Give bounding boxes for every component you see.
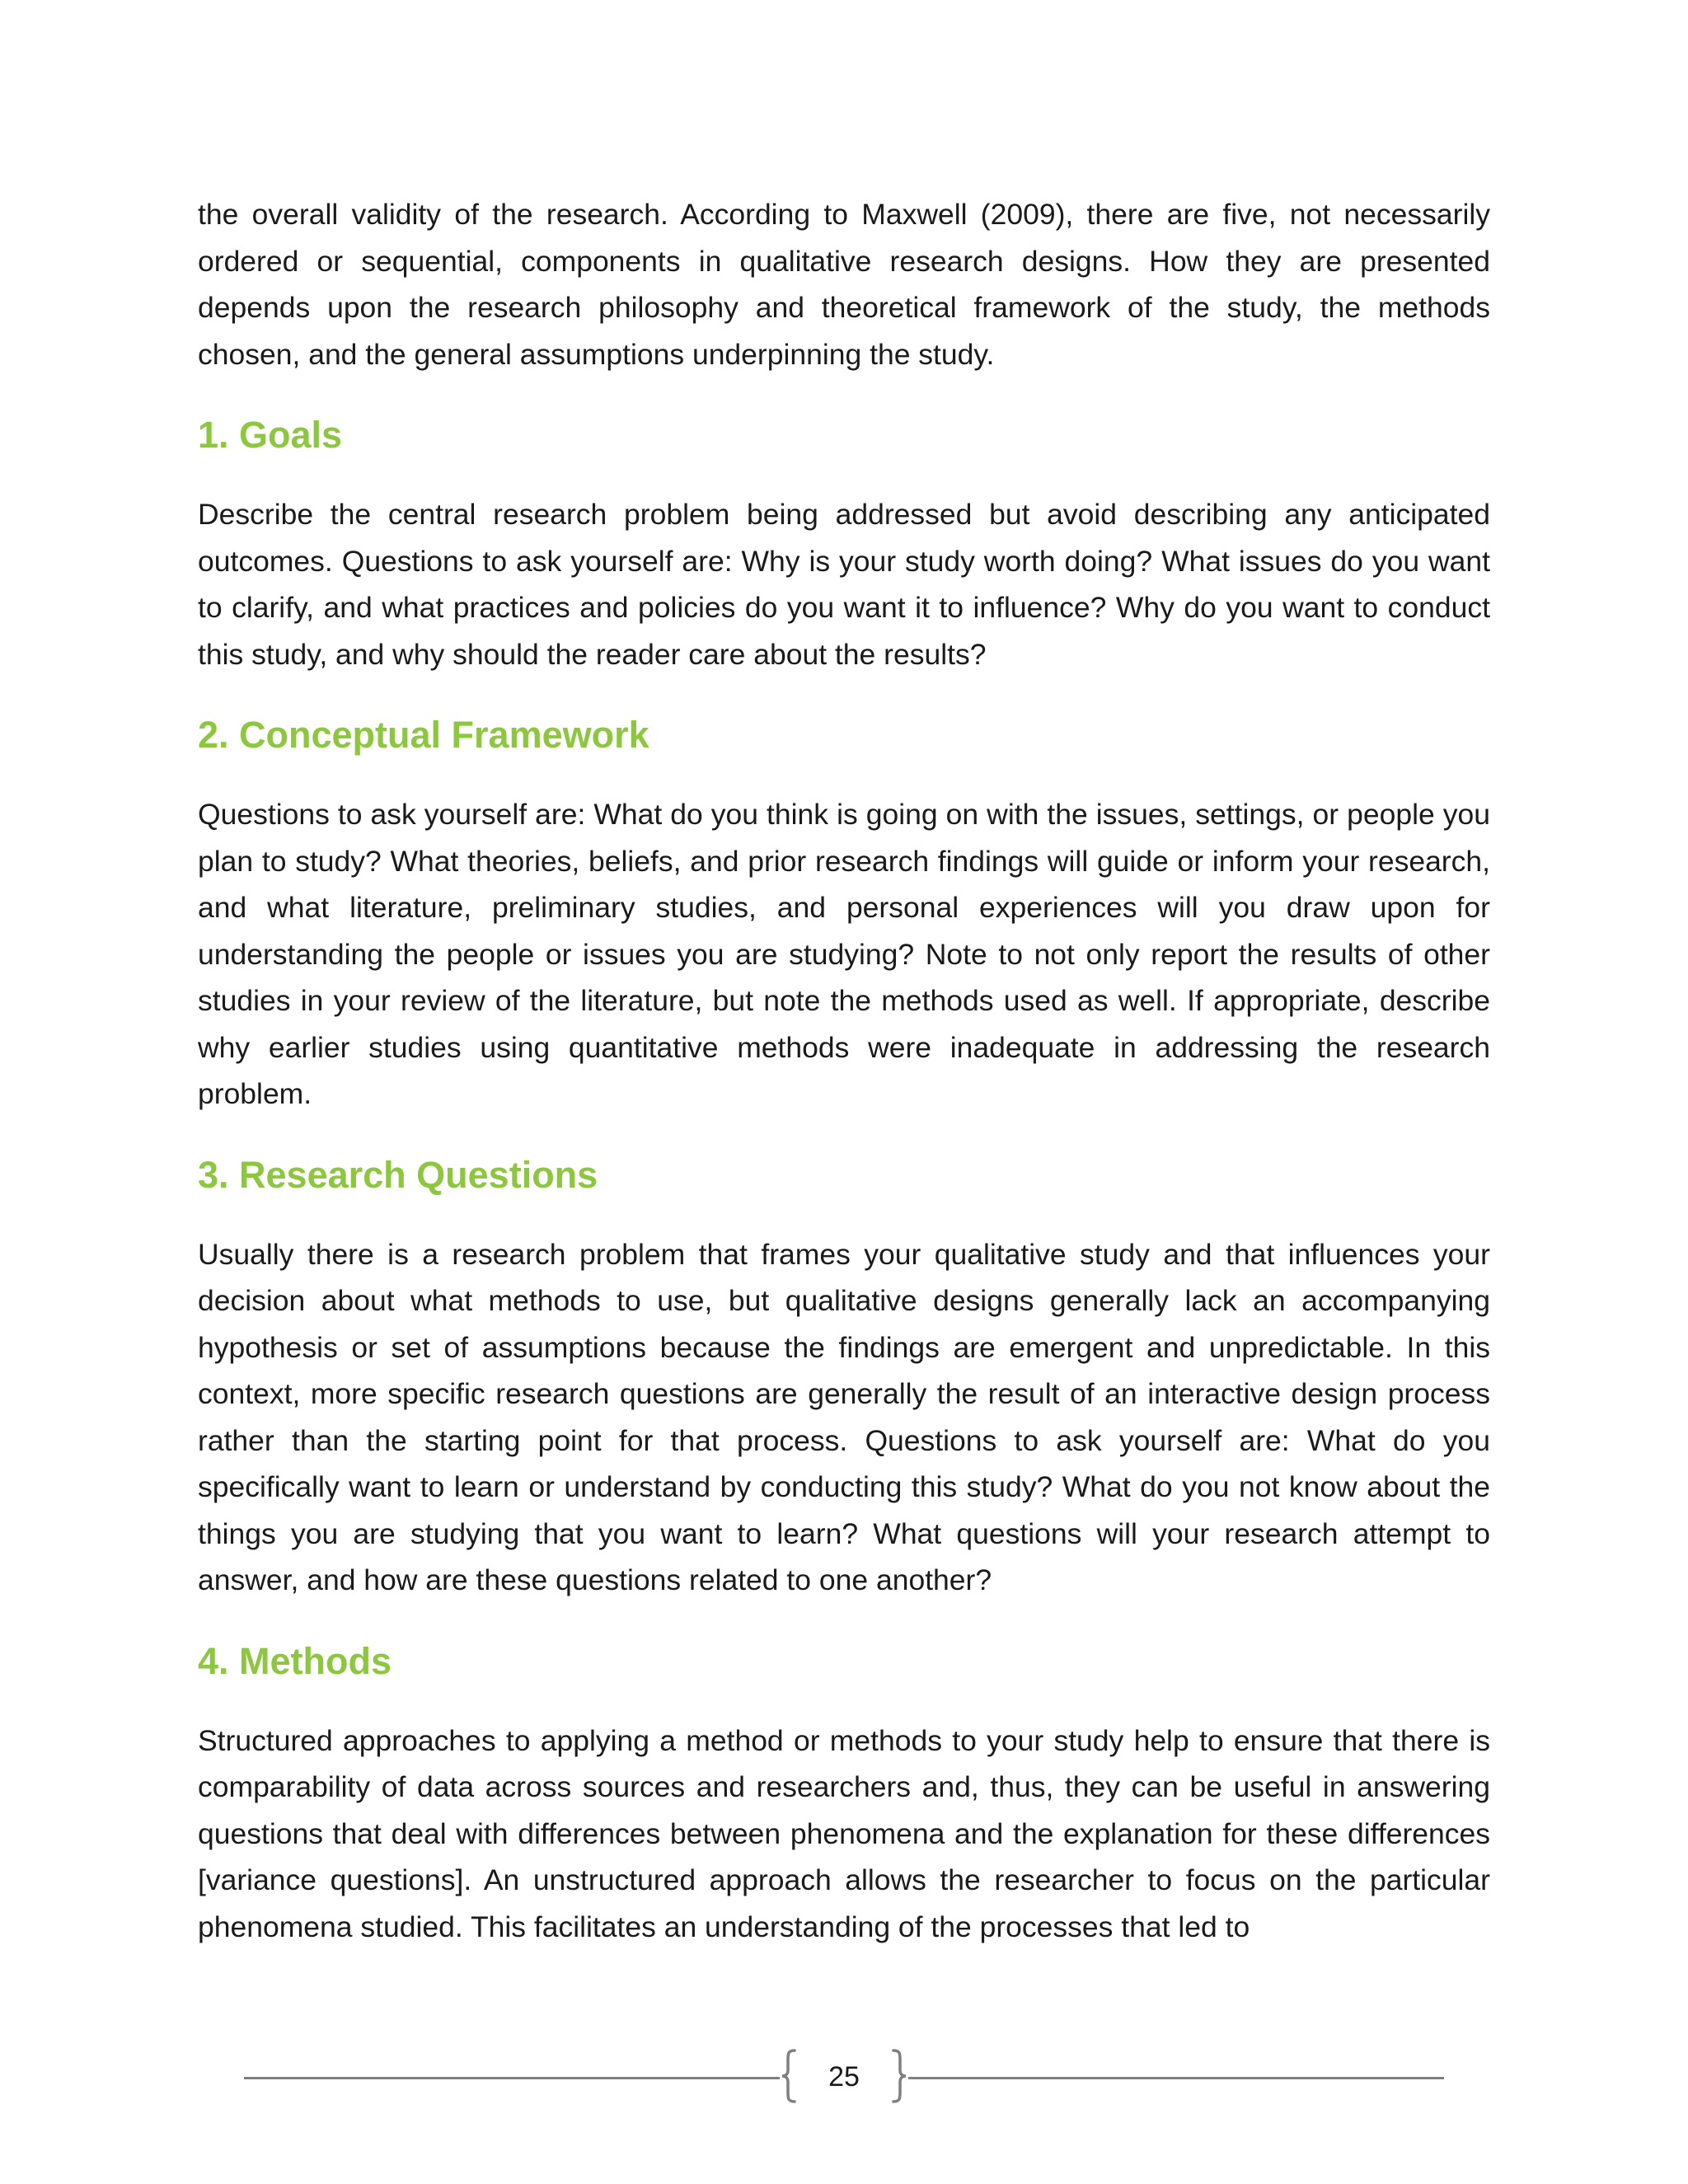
document-page [198, 191, 1490, 1950]
section-heading-goals: 1. Goals [198, 414, 343, 456]
section-heading-research-questions: 3. Research Questions [198, 1153, 598, 1196]
section-body-conceptual-framework: Questions to ask yourself are: What do you think is going on with the issues, settings, or people you plan to study? What theories, beliefs, and prior research findings will guide or inform your research, and what literature, preliminary studies, and personal experiences will you draw upon for understanding the people or issues you are studying? Note to not only report the results of other studies in your review of the literature, but note the methods used as well. If appropriate, describe why earlier studies using quantitative methods were inadequate in addressing the research problem. [198, 798, 1490, 1110]
left-brace-icon [780, 2049, 798, 2103]
footer-rule-left [244, 2077, 780, 2079]
page-footer [244, 2044, 1444, 2110]
right-brace-icon [890, 2049, 908, 2103]
section-body-methods: Structured approaches to applying a method or methods to your study help to ensure that there is comparability of data across sources and researchers and, thus, they can be useful in answering questions that deal with differences between phenomena and the explanation for these differences [variance questions]. An unstructured approach allows the researcher to focus on the particular phenomena studied. This facilitates an understanding of the processes that led to [198, 1723, 1490, 1943]
section-heading-conceptual-framework: 2. Conceptual Framework [198, 714, 649, 756]
section-heading-methods: 4. Methods [198, 1639, 392, 1682]
section-body-research-questions: Usually there is a research problem that frames your qualitative study and that influences your decision about what methods to use, but qualitative designs generally lack an accompanying hypothesis or set of assumptions because the findings are emergent and unpredictable. In this context, more specific research questions are generally the result of an interactive design process rather than the starting point for that process. Questions to ask yourself are: What do you specifically want to learn or understand by conducting this study? What do you not know about the things you are studying that you want to learn? What questions will your research attempt to answer, and how are these questions related to one another? [198, 1237, 1490, 1596]
page-number: 25 [828, 2061, 860, 2093]
section-body-goals: Describe the central research problem being addressed but avoid describing any anticipated outcomes. Questions to ask yourself are: Why is your study worth doing? What issues do you want to clarify, and what practices and policies do you want it to influence? Why do you want to conduct this study, and why should the reader care about the results? [198, 498, 1490, 671]
intro-paragraph: the overall validity of the research. According to Maxwell (2009), there are five, not necessarily ordered or sequential, components in qualitative research designs. How they are presented depends upon the research philosophy and theoretical framework of the study, the methods chosen, and the general assumptions underpinning the study. [198, 198, 1490, 371]
footer-rule-right [908, 2077, 1444, 2079]
